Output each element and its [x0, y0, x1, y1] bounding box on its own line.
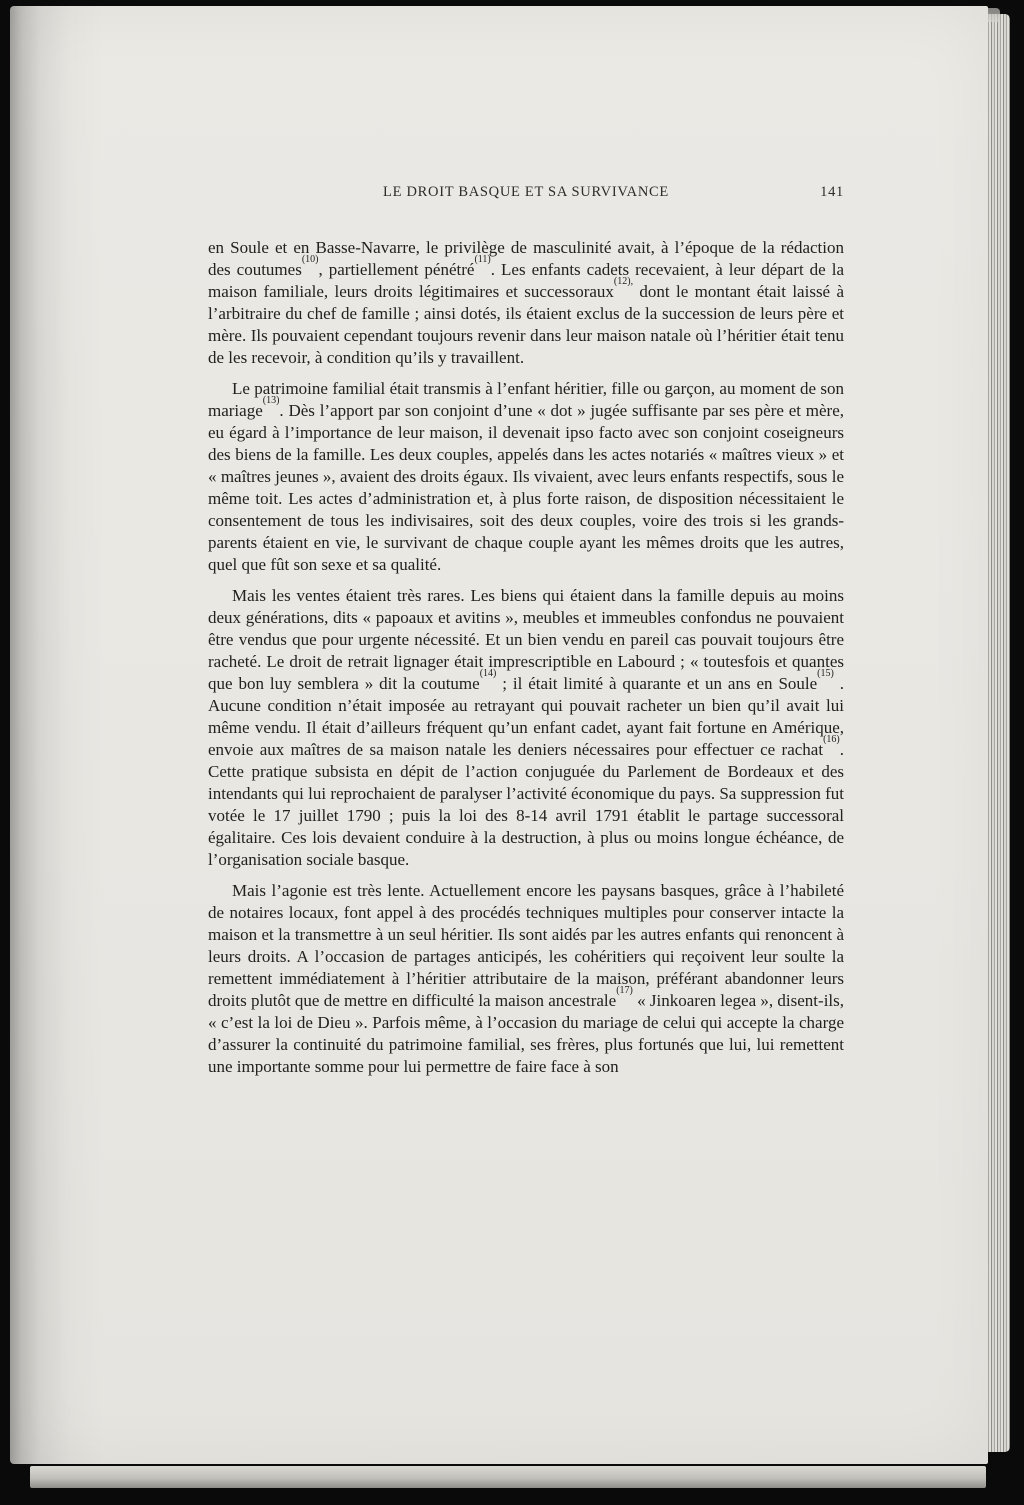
footnote-marker: (16): [823, 734, 840, 746]
paragraph: Le patrimoine familial était transmis à l’enfant héritier, fille ou garçon, au moment de son mariage$^{(13)}$. Dès l’apport par son conjoint d’une « dot » jugée suffisante par ses père et mère, eu égard à l’importance de leur maison, il devenait ipso facto avec son conjoint coseigneurs des biens de la famille. Les deux couples, appelés dans les actes notariés « maîtres vieux » et « maîtres jeunes », avaient des droits égaux. Ils vivaient, avec leurs enfants respectifs, sous le même toit. Les actes d’administration et, à plus forte raison, de disposition nécessitaient le consentement de tous les indivisaires, soit des deux couples, voire des trois si les grands-parents étaient en vie, le survivant de chaque couple ayant les mêmes droits que les autres, quel que fût son sexe et sa qualité.: [208, 379, 844, 574]
footnote-marker: (17): [616, 985, 633, 997]
footnote-marker: (13): [262, 395, 280, 407]
footnote-marker: (15): [817, 668, 834, 680]
footnote-marker: (10): [301, 254, 319, 266]
footnote-marker: (11): [474, 254, 491, 266]
running-title: LE DROIT BASQUE ET SA SURVIVANCE: [383, 184, 669, 200]
book-bottom-edge: [30, 1466, 986, 1488]
book-page: [10, 6, 988, 1464]
body-text: [208, 237, 844, 1078]
paragraph: Mais l’agonie est très lente. Actuellement encore les paysans basques, grâce à l’habileté de notaires locaux, font appel à des procédés techniques multiples pour conserver intacte la maison et la transmettre à un seul héritier. Ils sont aidés par les autres enfants qui renoncent à leurs droits. A l’occasion de partages anticipés, les cohéritiers qui reçoivent leur soulte la remettent immédiatement à l’héritier attributaire de la maison, préférant abandonner leurs droits plutôt que de mettre en difficulté la maison ancestrale$^{(17)}$ « Jinkoaren legea », disent-ils, « c’est la loi de Dieu ». Parfois même, à l’occasion du mariage de celui qui accepte la charge d’assurer la continuité du patrimoine familial, ses frères, plus fortunés que lui, lui remettent une importante somme pour lui permettre de faire face à son: [208, 881, 845, 1076]
paragraph: en Soule et en Basse-Navarre, le privilège de masculinité avait, à l’époque de la rédaction des coutumes$^{(10)}$, partiellement pénétré$^{(11)}$. Les enfants cadets recevaient, à leur départ de la maison familiale, leurs droits légitimaires et successoraux$^{(12),}$ dont le montant était laissé à l’arbitraire du chef de famille ; ainsi dotés, ils étaient exclus de la succession de leurs père et mère. Ils pouvaient cependant toujours revenir dans leur maison natale où l’héritier était tenu de les recevoir, à condition qu’ils y travaillent.: [208, 238, 845, 367]
page-number: 141: [820, 184, 844, 200]
book-page-edges: [986, 14, 1010, 1452]
footnote-marker: (14): [479, 668, 497, 680]
page-header: [208, 184, 844, 204]
paragraph: Mais les ventes étaient très rares. Les biens qui étaient dans la famille depuis au moins deux générations, dits « papoaux et avitins », meubles et immeubles confondus ne pouvaient être vendus que pour urgente nécessité. Et un bien vendu en pareil cas pouvait toujours être racheté. Le droit de retrait lignager était imprescriptible en Labourd ; « toutesfois et quantes que bon luy semblera » dit la coutume$^{(14)}$ ; il était limité à quarante et un ans en Soule$^{(15)}$ . Aucune condition n’était imposée au retrayant qui pouvait racheter un bien qu’il avait lui même vendu. Il était d’ailleurs fréquent qu’un enfant cadet, ayant fait fortune en Amérique, envoie aux maîtres de sa maison natale les deniers nécessaires pour effectuer ce rachat$^{(16)}$. Cette pratique subsista en dépit de l’action conjuguée du Parlement de Bordeaux et des intendants qui lui reprochaient de paralyser l’activité économique du pays. Sa suppression fut votée le 17 juillet 1790 ; puis la loi des 8-14 avril 1791 établit le partage successoral égalitaire. Ces lois devaient conduire à la destruction, à plus ou moins longue échéance, de l’organisation sociale basque.: [208, 586, 844, 869]
page-content: [208, 184, 844, 1087]
footnote-marker: (12),: [613, 276, 634, 288]
